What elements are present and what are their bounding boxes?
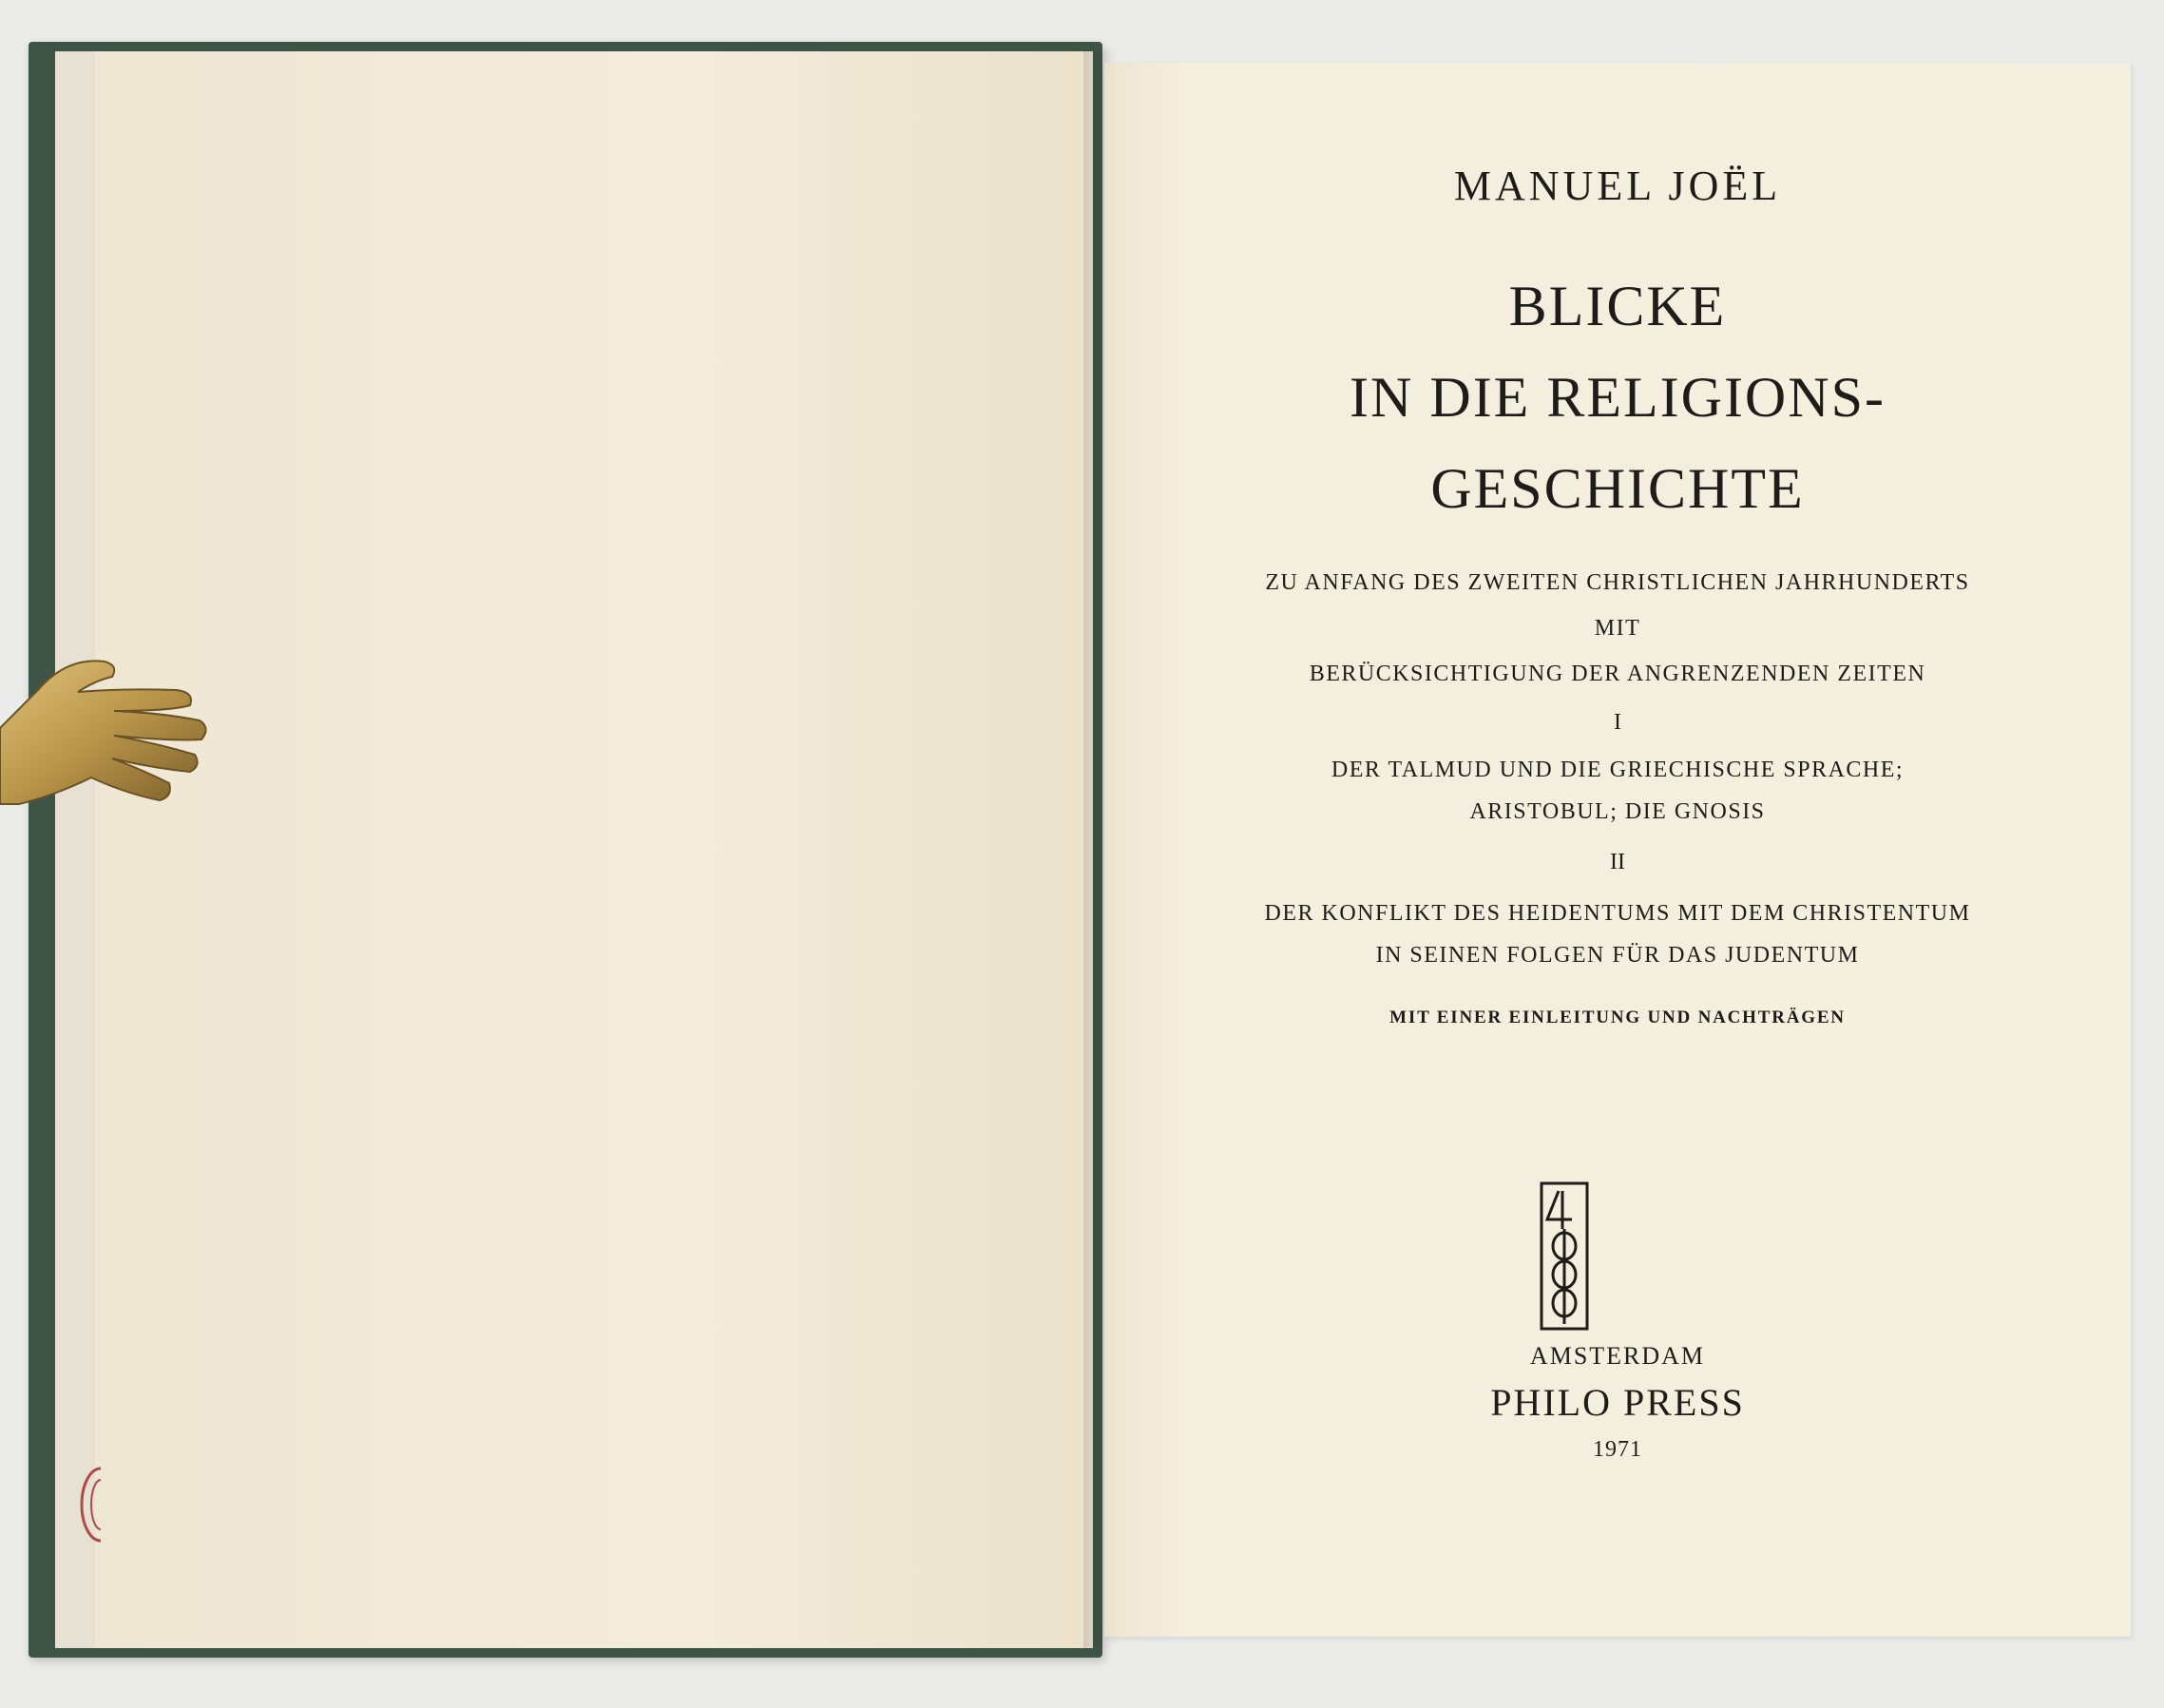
left-page	[95, 51, 1093, 1648]
supplement-note: MIT EINER EINLEITUNG UND NACHTRÄGEN	[1389, 1008, 1846, 1027]
title-page	[1104, 63, 2131, 1637]
philo-press-logo	[1540, 1181, 1589, 1331]
part-2-numeral: II	[1610, 850, 1625, 874]
book-gutter	[1083, 51, 1121, 1648]
part-2-line-2: IN SEINEN FOLGEN FÜR DAS JUDENTUM	[1375, 943, 1860, 968]
publisher-name: PHILO PRESS	[1490, 1381, 1745, 1424]
stamp	[80, 1467, 101, 1543]
show-through-text	[95, 142, 1093, 186]
subtitle-line-1: ZU ANFANG DES ZWEITEN CHRISTLICHEN JAHRHUNDERTS	[1265, 570, 1970, 595]
subtitle-line-2: MIT	[1594, 616, 1641, 641]
part-1-numeral: I	[1614, 710, 1621, 735]
philo-press-logo-glyph	[1540, 1181, 1589, 1331]
subtitle-line-3: BERÜCKSICHTIGUNG DER ANGRENZENDEN ZEITEN	[1309, 662, 1926, 686]
book-title-line-1: BLICKE	[1508, 275, 1727, 337]
endpaper-edge	[55, 51, 97, 1648]
publisher-place: AMSTERDAM	[1529, 1342, 1706, 1370]
part-1-line-1: DER TALMUD UND DIE GRIECHISCHE SPRACHE;	[1331, 758, 1905, 782]
publication-year: 1971	[1593, 1437, 1642, 1462]
brass-hand	[0, 652, 209, 842]
part-1-line-2: ARISTOBUL; DIE GNOSIS	[1469, 799, 1766, 824]
philo-press-logo-text: 4000	[1564, 1327, 1568, 1329]
part-2-line-1: DER KONFLIKT DES HEIDENTUMS MIT DEM CHRISTENTUM	[1264, 901, 1971, 926]
book-title-line-3: GESCHICHTE	[1430, 457, 1805, 520]
author-name: MANUEL JOËL	[1453, 163, 1782, 209]
book-title-line-2: IN DIE RELIGIONS-	[1350, 366, 1886, 429]
